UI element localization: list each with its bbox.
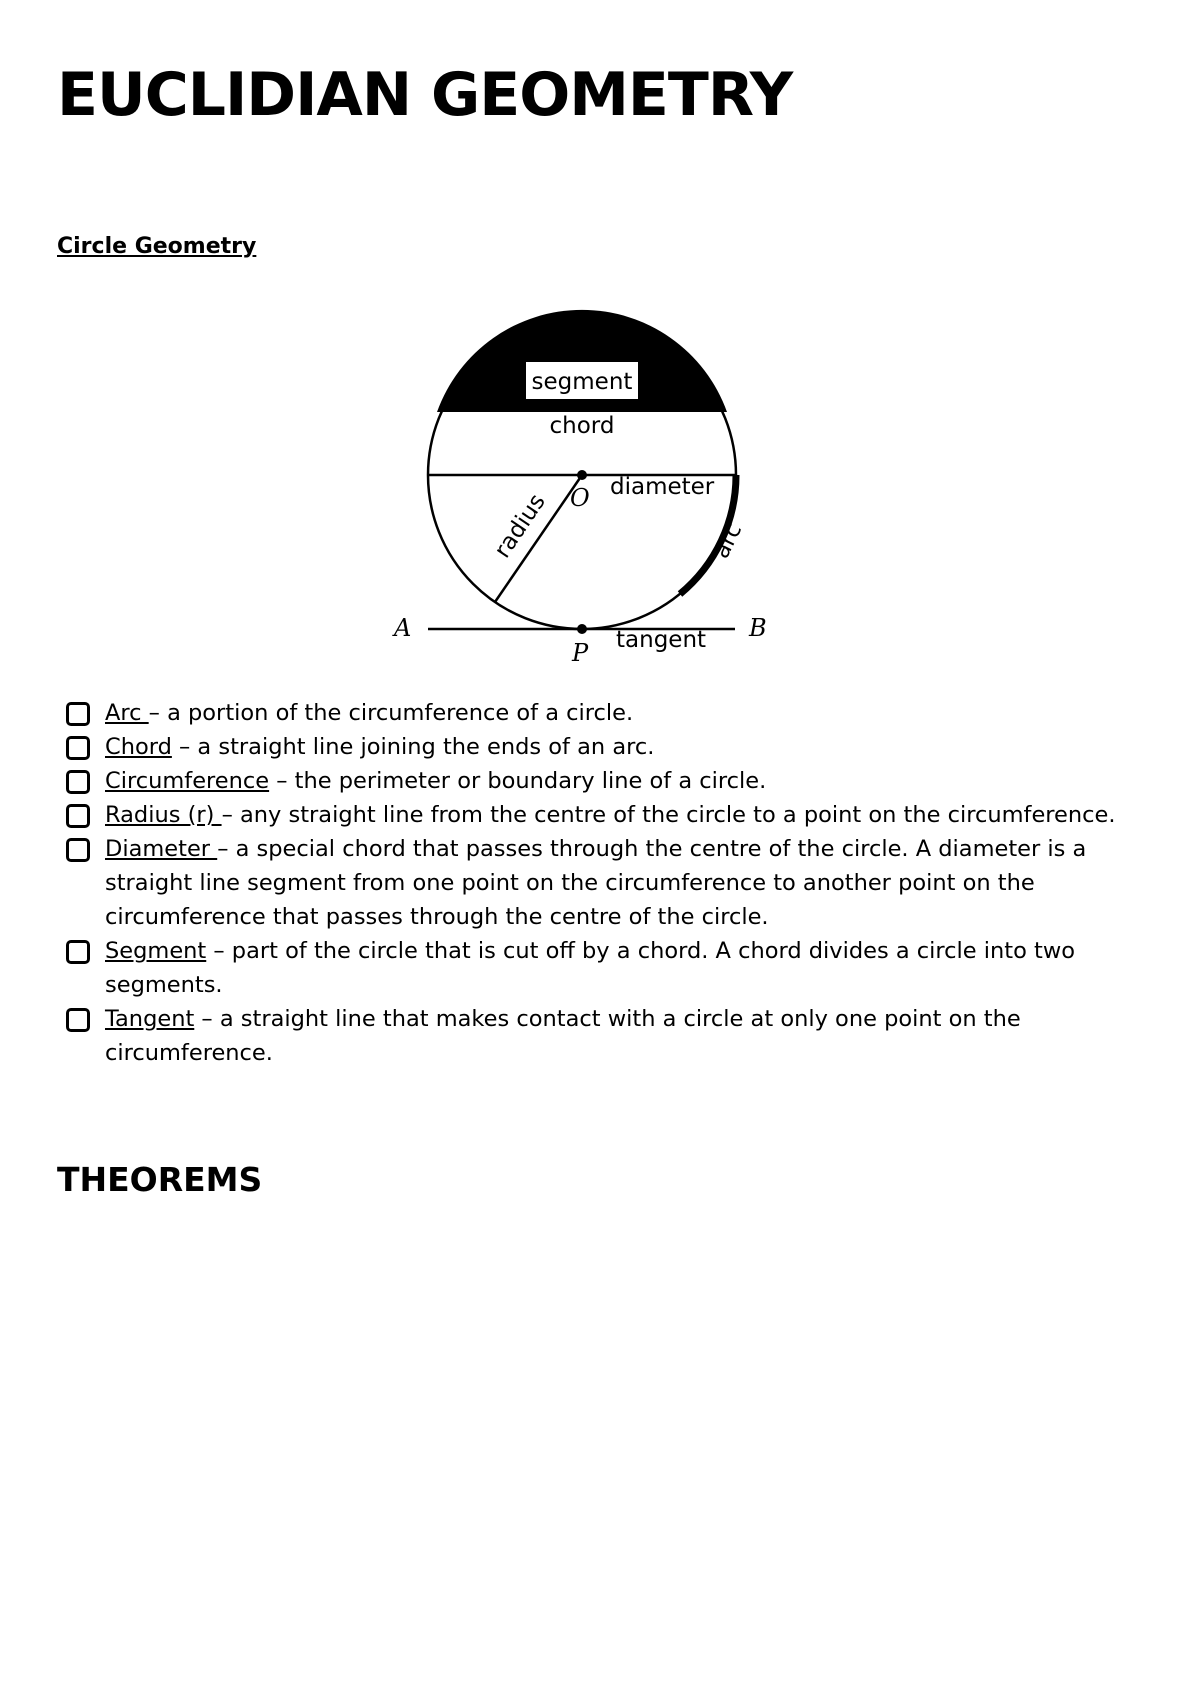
definitions-list [66, 696, 1176, 1070]
arc-label: arc [708, 519, 748, 563]
definition-tangent [66, 1002, 1176, 1070]
definition-text: – a straight line joining the ends of an arc. [171, 734, 655, 760]
point-a-label: A [394, 614, 412, 642]
definition-text: – a portion of the circumference of a circle. [148, 700, 634, 726]
definition-segment [66, 934, 1176, 1002]
term: Arc [105, 700, 149, 726]
definition-diameter [66, 832, 1176, 934]
definition-arc [66, 696, 1176, 730]
definition-text: – a straight line that makes contact with a circle at only one point on the circumference. [105, 1006, 1021, 1066]
definition-text: – the perimeter or boundary line of a circle. [269, 768, 767, 794]
term: Circumference [105, 768, 270, 794]
section-subtitle: Circle Geometry [57, 234, 257, 259]
centre-point [577, 470, 587, 480]
term: Chord [105, 734, 172, 760]
checkbox-icon[interactable] [66, 838, 90, 862]
definition-text: – any straight line from the centre of the circle to a point on the circumference. [221, 802, 1116, 828]
term: Radius (r) [105, 802, 222, 828]
theorems-heading: THEOREMS [57, 1160, 263, 1199]
term: Segment [105, 938, 207, 964]
point-p-label: P [572, 639, 589, 667]
checkbox-icon[interactable] [66, 804, 90, 828]
circle-diagram-svg [380, 300, 780, 680]
checkbox-icon[interactable] [66, 940, 90, 964]
circle-diagram [380, 300, 780, 680]
diameter-label: diameter [610, 474, 715, 500]
definition-text: – part of the circle that is cut off by a chord. A chord divides a circle into two segments. [105, 938, 1076, 998]
checkbox-icon[interactable] [66, 1008, 90, 1032]
term: Diameter [105, 836, 218, 862]
page-title: EUCLIDIAN GEOMETRY [57, 60, 793, 130]
segment-label: segment [531, 369, 633, 395]
checkbox-icon[interactable] [66, 702, 90, 726]
term: Tangent [105, 1006, 195, 1032]
checkbox-icon[interactable] [66, 770, 90, 794]
definition-chord [66, 730, 1176, 764]
tangent-point [577, 624, 587, 634]
tangent-label: tangent [616, 627, 707, 653]
centre-label: O [570, 484, 590, 512]
definition-radius [66, 798, 1176, 832]
checkbox-icon[interactable] [66, 736, 90, 760]
point-b-label: B [749, 614, 767, 642]
chord-label: chord [549, 413, 615, 439]
definition-circumference [66, 764, 1176, 798]
definition-text: – a special chord that passes through the centre of the circle. A diameter is a straight line segment from one point on the circumference to another point on the circumference that passes through the centre of the circle. [105, 836, 1087, 930]
radius-label: radius [489, 489, 551, 563]
